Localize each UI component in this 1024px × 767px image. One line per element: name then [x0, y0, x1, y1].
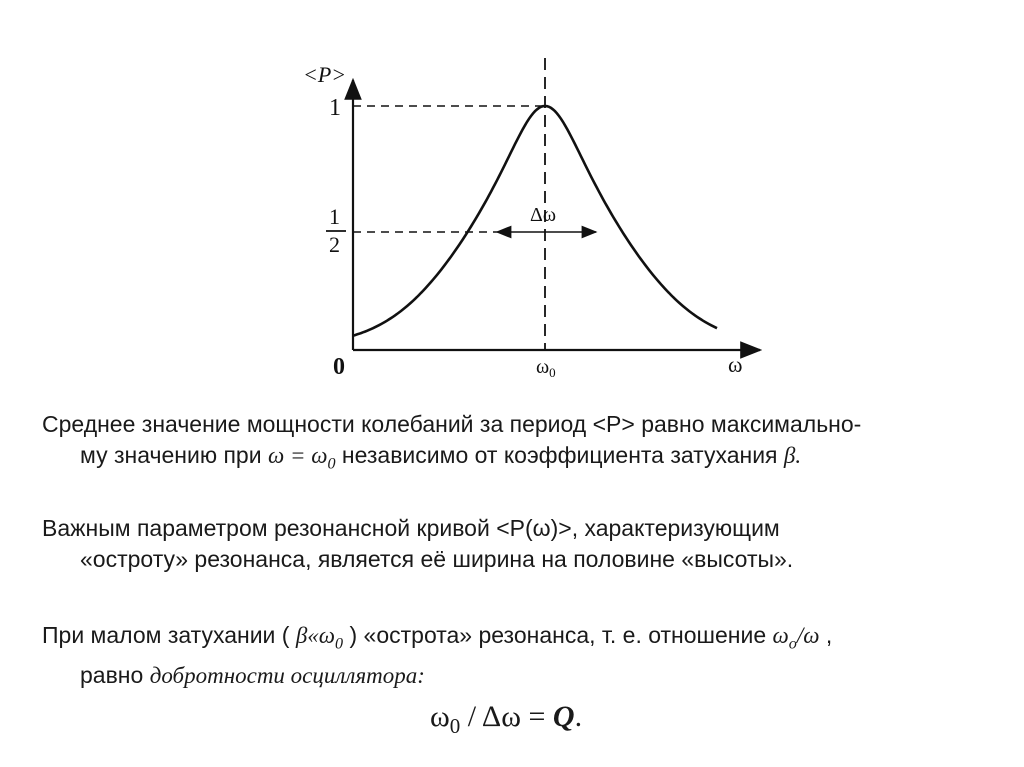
y-tick-1: 1	[329, 95, 341, 121]
paragraph-quality-factor: При малом затухании ( $\beta«\omega_0$ ) «острота» резонанса, т. е. отношение $\omega_o/\omega$ , равно добротности осциллятора:	[42, 622, 833, 688]
y-tick-half-num: 1	[329, 204, 340, 229]
y-axis-label: <P>	[303, 62, 347, 87]
x-tick-omega0: $\omega_0$	[536, 356, 556, 380]
quality-factor-formula: $\omega_0 / \Delta\omega = Q$.	[430, 700, 583, 738]
paragraph-resonance-width: Важным параметром резонансной кривой <P(ω)>, характеризующим «остроту» резонанса, является её ширина на половине «высоты».	[42, 515, 794, 572]
x-axis-label: ω	[728, 352, 743, 377]
width-label: Δω	[530, 204, 557, 226]
y-tick-half-den: 2	[329, 232, 340, 257]
origin-label: 0	[333, 354, 345, 380]
paragraph-average-power: Среднее значение мощности колебаний за период <P> равно максимально- му значению при $\omega = \omega_0$ независимо от коэффициента затухания β.	[42, 411, 862, 473]
